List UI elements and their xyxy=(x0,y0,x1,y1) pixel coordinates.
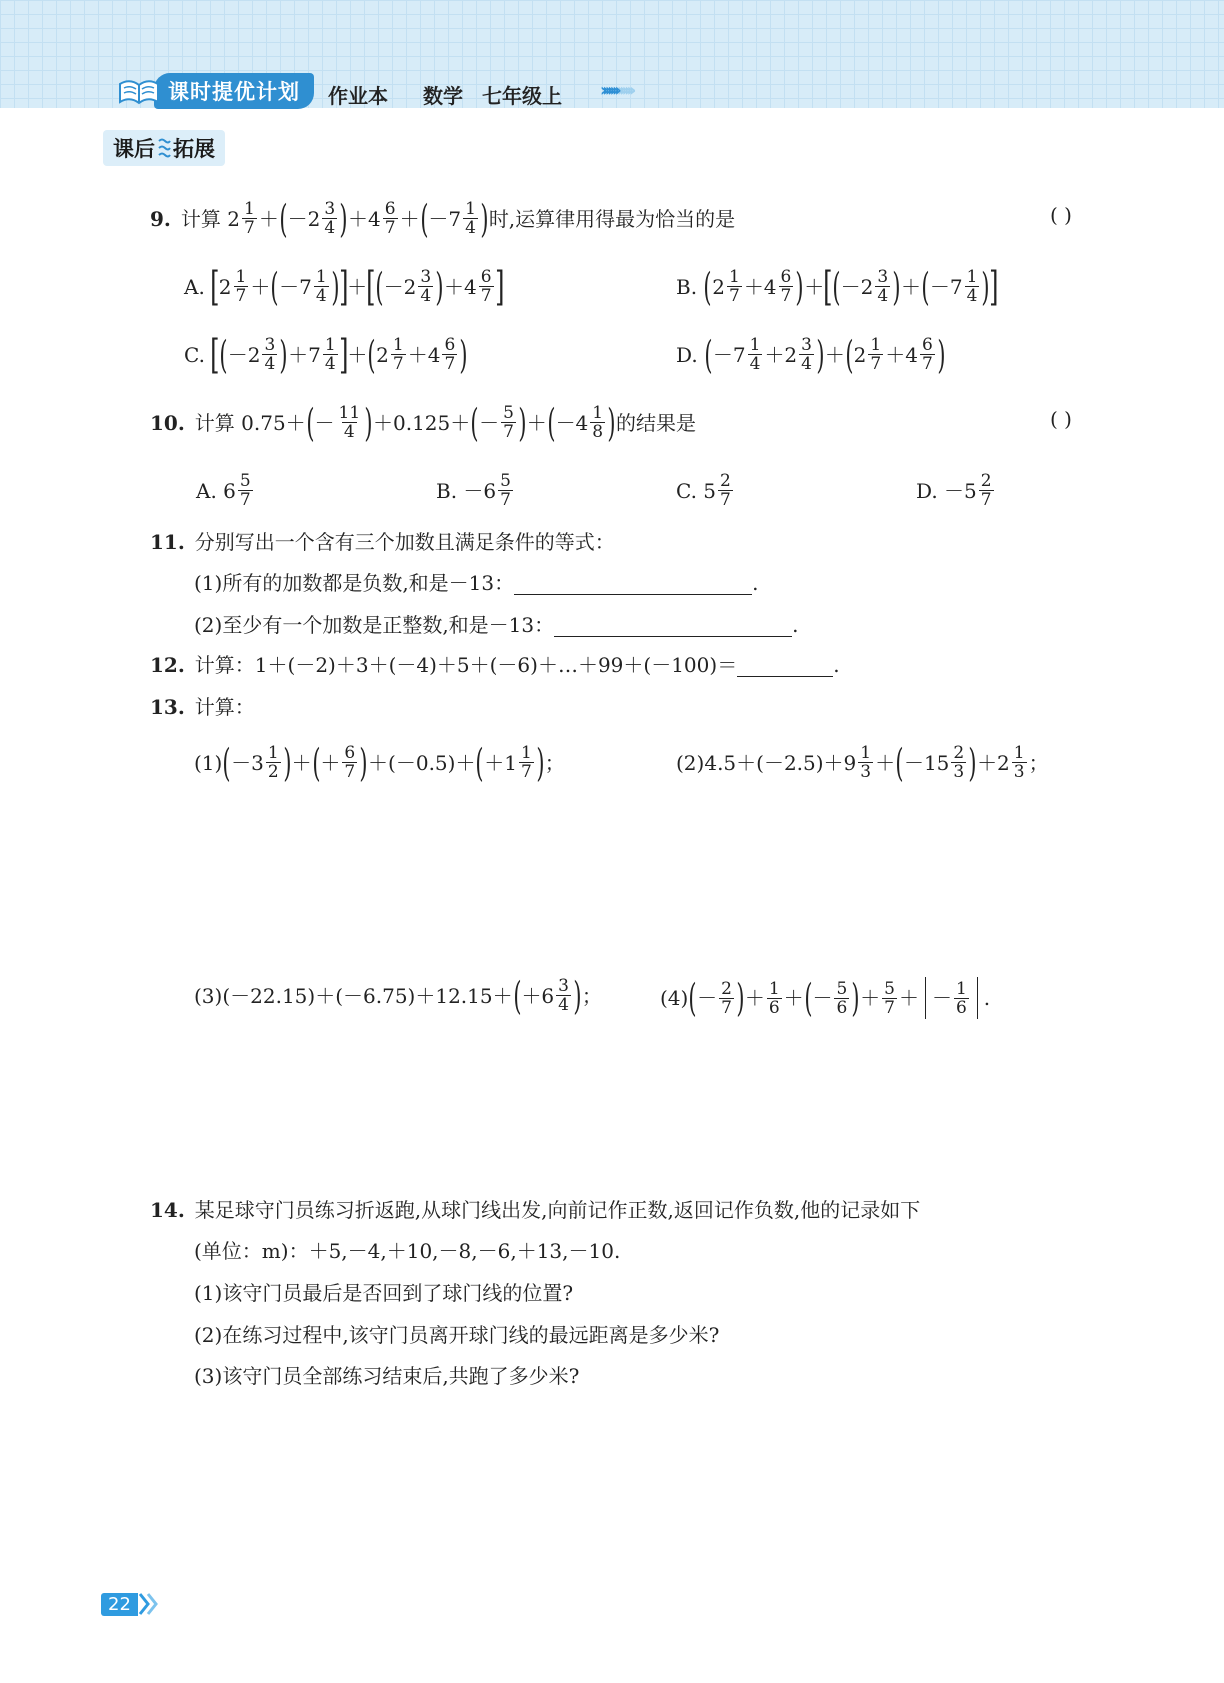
q13-part-1-label: (1) xyxy=(194,750,223,775)
page-number-text: 22 xyxy=(101,1593,138,1616)
open-book-icon xyxy=(118,76,160,106)
q13-part-2: (2) 4.5＋(－2.5)＋9 $\frac{1}{3}$ ＋ ( －15 $\frac{2}{3}$ ) ＋2 $\frac{1}{3}$ ； xyxy=(676,740,1049,785)
q9-option-d-label: D. xyxy=(676,342,698,367)
q11-part-1-text: (1)所有的加数都是负数,和是－13： xyxy=(194,571,515,595)
q11-part-2-text: (2)至少有一个加数是正整数,和是－13： xyxy=(194,613,555,637)
q14-stem-line-2: (单位：m)：＋5,－4,＋10,－8,－6,＋13,－10. xyxy=(194,1239,621,1263)
q13-part-4: (4) ( － $\frac{2}{7}$ ) ＋ $\frac{1}{6}$ ＋ ( － $\frac{5}{6}$ ) ＋ $\frac{5}{7}$ ＋ － $\frac{1}{6}$ . xyxy=(660,976,991,1020)
brand-title: 课时提优计划 xyxy=(154,73,314,109)
section-title-a: 课后 xyxy=(113,137,155,161)
q10-option-b-label: B. xyxy=(436,478,458,503)
q9-stem: 9. 计算 2 $\frac{1}{7}$ ＋ ( －2 $\frac{3}{4}$ ) ＋4 $\frac{6}{7}$ ＋ ( －7 $\frac{1}{4}$ ) 时,运算律用得最为恰当的是 xyxy=(150,196,736,241)
q10-stem-post: 的结果是 xyxy=(615,410,696,435)
q13-part-3-label: (3) xyxy=(194,983,223,1008)
q12-stem-text: 计算：1＋(－2)＋3＋(－4)＋5＋(－6)＋…＋99＋(－100)＝ xyxy=(194,653,738,677)
q9-option-c[interactable]: C. [ ( －2 $\frac{3}{4}$ ) ＋7 $\frac{1}{4}$ ] ＋ ( 2 $\frac{1}{7}$ ＋4 $\frac{6}{7}$ ) xyxy=(184,331,468,378)
q10-option-b[interactable]: B. －6 $\frac{5}{7}$ xyxy=(436,471,511,510)
q13-part-2-label: (2) xyxy=(676,750,705,775)
chevron-decoration-icon: ››››››››››››› xyxy=(600,80,632,101)
q12-number: 12. xyxy=(150,653,185,677)
q13-stem xyxy=(150,692,255,722)
q10-answer-paren[interactable]: ( ) xyxy=(1050,407,1072,431)
abs-bar-right xyxy=(977,977,978,1019)
q9-stem-pre: 计算 xyxy=(180,206,221,231)
double-chevron-icon xyxy=(138,1592,160,1616)
q14-part-2 xyxy=(194,1320,719,1350)
abs-bar-left xyxy=(925,977,926,1019)
page-number xyxy=(101,1592,160,1616)
q11-blank-2[interactable] xyxy=(554,614,792,637)
brand-logo xyxy=(118,74,314,108)
q14-part-3 xyxy=(194,1361,579,1391)
q11-part-1: (1)所有的加数都是负数,和是－13： . xyxy=(194,568,759,598)
q14-stem-line-1: 某足球守门员练习折返跑,从球门线出发,向前记作正数,返回记作负数,他的记录如下 xyxy=(194,1198,921,1222)
q14-part-3-text: (3)该守门员全部练习结束后,共跑了多少米? xyxy=(194,1364,580,1388)
q11-stem-text: 分别写出一个含有三个加数且满足条件的等式： xyxy=(194,530,615,554)
q9-option-a[interactable]: A. [ 2 $\frac{1}{7}$ ＋ ( －7 $\frac{1}{4}$ ) ] ＋ [ ( －2 $\frac{3}{4}$ ) ＋4 $\frac{6}{7}$ ] xyxy=(184,263,505,310)
q14-number: 14. xyxy=(150,1198,185,1222)
q11-blank-1[interactable] xyxy=(514,572,752,595)
q10-option-a-label: A. xyxy=(196,478,217,503)
q10-option-c-label: C. xyxy=(676,478,697,503)
q9-number: 9. xyxy=(150,206,171,231)
q10-stem: 10. 计算 0.75＋ ( － $\frac{11}{4}$ ) ＋0.125＋ ( － $\frac{5}{7}$ ) ＋ ( －4 $\frac{1}{8}$ ) 的结果是 xyxy=(150,400,696,445)
wave-icon xyxy=(157,137,171,159)
q9-stem-post: 时,运算律用得最为恰当的是 xyxy=(488,206,736,231)
q11-stem xyxy=(150,527,615,557)
grade: 七年级上 xyxy=(482,84,562,108)
q10-option-d[interactable]: D. －5 $\frac{2}{7}$ xyxy=(916,471,992,510)
q14-part-2-text: (2)在练习过程中,该守门员离开球门线的最远距离是多少米? xyxy=(194,1323,720,1347)
q9-option-d[interactable]: D. ( －7 $\frac{1}{4}$ ＋2 $\frac{3}{4}$ ) ＋ ( 2 $\frac{1}{7}$ ＋4 $\frac{6}{7}$ ) xyxy=(676,332,946,377)
q11-number: 11. xyxy=(150,530,185,554)
q11-part-2: (2)至少有一个加数是正整数,和是－13： . xyxy=(194,610,799,640)
q13-part-1: (1) ( －3 $\frac{1}{2}$ ) ＋ ( ＋ $\frac{6}{7}$ ) ＋(－0.5)＋ ( ＋1 $\frac{1}{7}$ ) ； xyxy=(194,740,565,785)
q10-stem-pre: 计算 xyxy=(194,410,235,435)
book-type: 作业本 xyxy=(328,84,388,108)
q14-part-1-text: (1)该守门员最后是否回到了球门线的位置? xyxy=(194,1281,574,1305)
section-title-b: 拓展 xyxy=(173,137,215,161)
q9-option-b[interactable]: B. ( 2 $\frac{1}{7}$ ＋4 $\frac{6}{7}$ ) ＋ [ ( －2 $\frac{3}{4}$ ) ＋ ( －7 $\frac{1}{4}$ ) ] xyxy=(676,263,999,310)
q12-blank[interactable] xyxy=(737,654,833,677)
section-tag xyxy=(103,130,225,166)
q14-part-1 xyxy=(194,1278,573,1308)
q13-part-4-label: (4) xyxy=(660,986,689,1010)
q10-number: 10. xyxy=(150,410,185,435)
q14-stem-2 xyxy=(194,1236,620,1266)
q10-option-d-label: D. xyxy=(916,478,938,503)
q13-number: 13. xyxy=(150,695,185,719)
q10-option-a[interactable]: A. 6 $\frac{5}{7}$ xyxy=(196,471,251,510)
q13-stem-text: 计算： xyxy=(194,695,255,719)
q10-option-c[interactable]: C. 5 $\frac{2}{7}$ xyxy=(676,471,731,510)
subject: 数学 xyxy=(423,84,463,108)
q14-stem xyxy=(150,1195,920,1225)
q9-option-a-label: A. xyxy=(184,274,205,299)
q9-option-b-label: B. xyxy=(676,274,698,299)
q9-option-c-label: C. xyxy=(184,342,205,367)
q9-answer-paren[interactable]: ( ) xyxy=(1050,203,1072,227)
q13-part-3: (3) (－22.15)＋(－6.75)＋12.15＋ ( ＋6 $\frac{3}{4}$ ) ； xyxy=(194,973,602,1018)
q12-stem: 12. 计算：1＋(－2)＋3＋(－4)＋5＋(－6)＋…＋99＋(－100)＝ . xyxy=(150,650,840,680)
